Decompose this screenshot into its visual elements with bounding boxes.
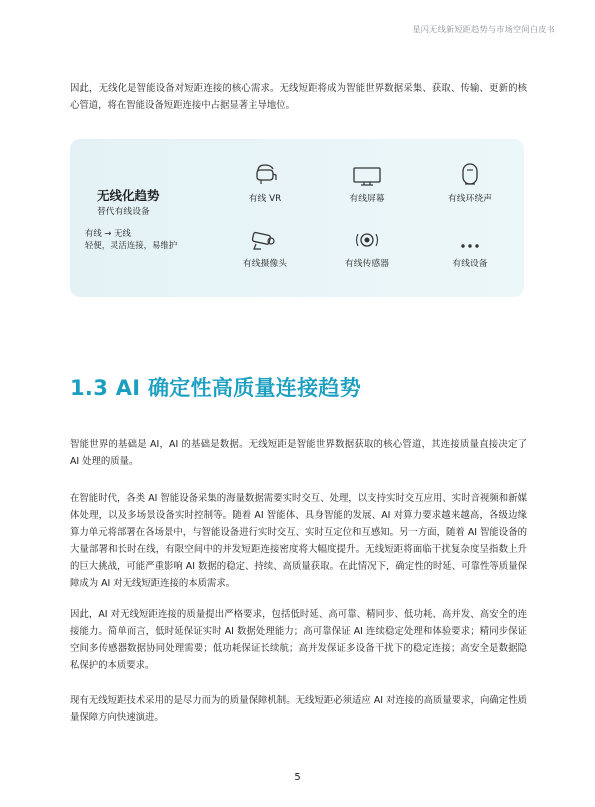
body-paragraph-1: 智能世界的基础是 AI，AI 的基础是数据。无线短距是智能世界数据获取的核心管道，其连接质量直接决定了 AI 处理的质量。 — [70, 439, 527, 467]
device-item-sensor — [322, 222, 412, 269]
device-item-speaker — [425, 157, 515, 204]
wireless-trend-card — [70, 139, 524, 297]
card-line-2: 轻便，灵活连接，易维护 — [85, 240, 178, 250]
vr-headset-icon — [252, 161, 278, 187]
page-header: 星闪无线新短距趋势与市场空间白皮书 — [412, 24, 555, 34]
device-item-vr — [220, 157, 310, 204]
page-number: 5 — [294, 772, 301, 783]
device-item-screen — [322, 157, 412, 204]
device-item-camera — [220, 222, 310, 269]
device-label: 有线环绕声 — [448, 194, 492, 204]
body-paragraph-3: 因此，AI 对无线短距连接的质量提出严格要求，包括低时延、高可靠、精同步、低功耗、高并发、高安全的连接能力。简单而言，低时延保证实时 AI 数据处理能力；高可靠保证 AI 连续稳定处理和体验要求；精同步保证空间多传感器数据协同处理需要；低功耗保证长续航；高并发保证多设备干扰下的稳定连接；高安全是数据隐私保护的本质要求。 — [70, 609, 527, 671]
more-dots-icon — [458, 240, 482, 252]
camera-icon — [250, 228, 280, 252]
card-title: 无线化趋势 — [97, 188, 160, 203]
device-label: 有线传感器 — [345, 259, 389, 269]
section-heading: 1.3 AI 确定性高质量连接趋势 — [70, 376, 361, 400]
body-paragraph-4: 现有无线短距技术采用的是尽力而为的质量保障机制。无线短距必须适应 AI 对连接的高质量要求，向确定性质量保障方向快速演进。 — [70, 695, 527, 723]
device-label: 有线屏幕 — [349, 194, 385, 204]
card-subtitle: 替代有线设备 — [97, 207, 150, 217]
speaker-icon — [459, 161, 481, 187]
device-label: 有线摄像头 — [243, 259, 287, 269]
card-line-1: 有线 → 无线 — [85, 228, 131, 238]
device-label: 有线 VR — [248, 194, 282, 204]
body-paragraph-2: 在智能时代，各类 AI 智能设备采集的海量数据需要实时交互、处理，以支持实时交互应用、实时音视频和新媒体处理，以及多场景设备实时控制等。随着 AI 智能体、具身智能的发展、AI 对算力要求越来越高，各级边缘算力单元将部署在各场景中，与智能设备进行实时交互、实时互定位和互感知。另一方面，随着 AI 智能设备的大量部署和长时在线，有限空间中的并发短距连接密度将大幅度提升。无线短距将面临干扰复杂度呈指数上升的巨大挑战，可能严重影响 AI 数据的稳定、持续、高质量获取。在此情况下，确定性的时延、可靠性等质量保障成为 AI 对无线短距连接的本质需求。 — [70, 493, 527, 589]
device-label: 有线设备 — [452, 259, 488, 269]
monitor-icon — [352, 165, 382, 187]
intro-paragraph: 因此，无线化是智能设备对短距连接的核心需求。无线短距将成为智能世界数据采集、获取、传输、更新的核心管道，将在智能设备短距连接中占据显著主导地位。 — [70, 83, 527, 111]
sensor-icon — [352, 228, 382, 252]
device-item-other — [425, 222, 515, 269]
